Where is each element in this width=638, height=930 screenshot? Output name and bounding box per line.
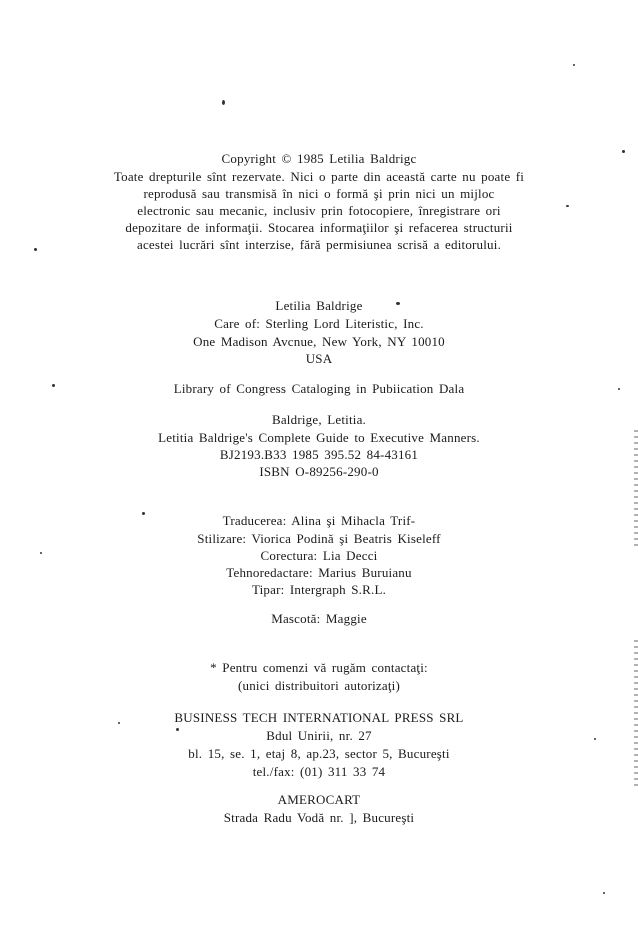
speck [222, 100, 225, 105]
author-country: USA [305, 351, 333, 366]
cataloging-isbn: ISBN O-89256-290-0 [259, 464, 379, 479]
orders-note: * Pentru comenzi vă rugăm contactaţi: [210, 660, 428, 675]
cataloging-heading: Library of Congress Cataloging in Pubiication Dala [173, 381, 465, 396]
cataloging-classification: BJ2193.B33 1985 395.52 84-43161 [219, 447, 419, 462]
copyright-line: Copyright © 1985 Letilia Baldrigc [221, 151, 417, 166]
mascot-line: Mascotă: Maggie [271, 611, 367, 626]
rights-notice-line: reprodusă sau transmisă în nici o formă şi prin nici un mijloc [143, 186, 495, 201]
publisher-street: Bdul Unirii, nr. 27 [266, 728, 372, 743]
publisher-name: BUSINESS TECH INTERNATIONAL PRESS SRL [174, 710, 464, 725]
speck [573, 64, 575, 66]
cataloging-author: Baldrige, Letitia. [271, 412, 367, 427]
rights-notice-line: acestei lucrări sînt interzise, fără permisiunea scrisă a editorului. [136, 237, 502, 252]
publisher-block: bl. 15, se. 1, etaj 8, ap.23, sector 5, Bucureşti [188, 746, 450, 761]
rights-notice-line: electronic sau mecanic, inclusiv prin fotocopiere, înregistrare ori [137, 203, 501, 218]
credit-technical-editing: Tehnoredactare: Marius Buruianu [226, 565, 412, 580]
credit-printing: Tipar: Intergraph S.R.L. [251, 582, 387, 597]
author-address: One Madison Avcnue, New York, NY 10010 [193, 334, 445, 349]
distributor-name: AMEROCART [277, 792, 361, 807]
author-care-of: Care of: Sterling Lord Literistic, Inc. [214, 316, 424, 331]
credit-styling: Stilizare: Viorica Podină şi Beatris Kiseleff [197, 531, 441, 546]
author-name: Letilia Baldrige [275, 298, 363, 313]
orders-note-subtitle: (unici distribuitori autorizaţi) [237, 678, 401, 693]
credit-proofreading: Corectura: Lia Decci [260, 548, 378, 563]
cataloging-title: Letitia Baldrige's Complete Guide to Executive Manners. [158, 430, 480, 445]
rights-notice-line: depozitare de informaţii. Stocarea informaţiilor şi refacerea structurii [125, 220, 513, 235]
distributor-address: Strada Radu Vodă nr. ], Bucureşti [223, 810, 415, 825]
publisher-phone: tel./fax: (01) 311 33 74 [252, 764, 386, 779]
speck [603, 892, 605, 894]
rights-notice-line: Toate drepturile sînt rezervate. Nici o parte din această carte nu poate fi [113, 169, 525, 184]
credit-translation: Traducerea: Alina şi Mihacla Trif- [222, 513, 416, 528]
